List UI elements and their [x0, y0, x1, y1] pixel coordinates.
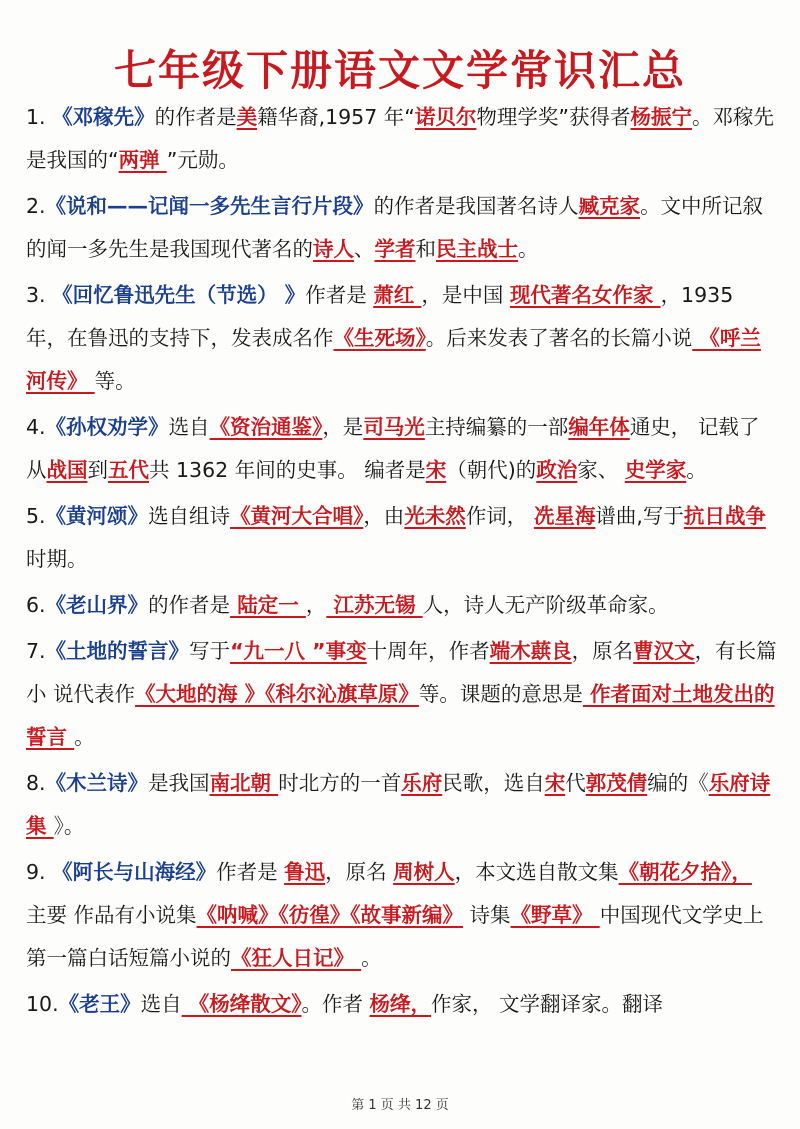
document-body — [26, 96, 778, 1026]
body-text: 。 — [361, 946, 382, 970]
body-text: 选自组诗 — [148, 504, 231, 528]
body-text: ，原名 — [571, 639, 634, 663]
body-text: 十周年，作者 — [366, 639, 490, 663]
body-text: 的作者是 — [148, 593, 231, 617]
answer-text: 《狂人日记》 — [231, 946, 362, 970]
body-text: 中国现代文学史上第一篇白话短篇小说的 — [26, 903, 764, 970]
body-text: 3. — [26, 283, 53, 307]
body-text: 物理学奖”获得者 — [476, 105, 631, 129]
answer-text: 光未然 — [404, 504, 466, 528]
body-text: 。文中所记叙的闻一多先生是我国现代著名的 — [26, 194, 764, 261]
book-title: 《木兰诗》 — [45, 771, 149, 795]
answer-text: 江苏无锡 — [326, 593, 423, 617]
body-text: 的作者是我国著名诗人 — [373, 194, 579, 218]
answer-text: 抗日战争 — [683, 504, 766, 528]
body-text: ， — [305, 593, 327, 617]
list-item — [26, 630, 778, 759]
answer-text: 乐府 — [401, 771, 443, 795]
book-title: 《孙权劝学》 — [45, 415, 169, 439]
body-text: 谱曲,写于 — [595, 504, 684, 528]
list-item — [26, 96, 778, 182]
body-text: 。邓稼先是我国的“ — [26, 105, 775, 172]
answer-text: 诺贝尔 — [414, 105, 477, 129]
body-text: 等。课题的意思是 — [418, 682, 583, 706]
list-item — [26, 185, 778, 271]
answer-text: 曹汉文 — [633, 639, 695, 663]
answer-text: 《生死场》 — [333, 326, 426, 350]
list-item — [26, 983, 778, 1026]
body-text: 。 — [518, 237, 539, 261]
page-title: 七年级下册语文文学常识汇总 — [113, 46, 686, 95]
book-title: 《土地的誓言》 — [45, 639, 190, 663]
body-text: 等。 — [94, 369, 136, 393]
answer-text: 民主战士 — [436, 237, 518, 261]
body-text: 编的《 — [647, 771, 709, 795]
body-text: 10. — [26, 992, 59, 1016]
body-text: 1. — [26, 105, 53, 129]
body-text: ，是 — [322, 415, 364, 439]
body-text: 作词， — [465, 504, 534, 528]
answer-text: 《杨绛散文》 — [181, 992, 302, 1016]
book-title: 《阿长与山海经》 — [52, 860, 217, 884]
book-title: 《回忆鲁迅先生（节选） 》 — [52, 283, 306, 307]
answer-text: 萧红 — [373, 283, 422, 307]
answer-text: “九一八 ”事变 — [230, 639, 367, 663]
answer-text: 《大地的海 》《科尔沁旗草原》 — [135, 682, 419, 706]
answer-text: 司马光 — [363, 415, 425, 439]
answer-text: 史学家 — [624, 458, 687, 482]
body-text: 的作者是 — [154, 105, 237, 129]
list-item — [26, 274, 778, 403]
body-text: 主要 作品有小说集 — [26, 903, 197, 927]
answer-text: 郭茂倩 — [585, 771, 648, 795]
answer-text: 《朝花夕拾》， — [618, 860, 752, 884]
body-text: 籍华裔,1957 年“ — [257, 105, 415, 129]
answer-text: 南北朝 — [209, 771, 279, 795]
answer-text: 战国 — [46, 458, 88, 482]
answer-text: 作者面对土地发出的誓言 — [26, 682, 775, 749]
book-title: 《老王》 — [58, 992, 141, 1016]
answer-text: 政治 — [536, 458, 578, 482]
body-text: 4. — [26, 415, 46, 439]
body-text: 人，诗人无产阶级革命家。 — [422, 593, 669, 617]
answer-text: 《黄河大合唱》 — [230, 504, 364, 528]
body-text: 9. — [26, 860, 53, 884]
answer-text: 冼星海 — [533, 504, 596, 528]
answer-text: 美 — [236, 105, 258, 129]
body-text: 民歌，选自 — [442, 771, 545, 795]
body-text: 家、 — [577, 458, 625, 482]
list-item — [26, 762, 778, 848]
body-text: ，原名 — [325, 860, 394, 884]
body-text: 时北方的一首 — [278, 771, 402, 795]
body-text: 2. — [26, 194, 46, 218]
book-title: 《说和——记闻一多先生言行片段》 — [45, 194, 374, 218]
answer-text: 乐府诗集 — [26, 771, 771, 838]
body-text: 共 1362 年间的史事。 编者是 — [149, 458, 426, 482]
answer-text: 端木蕻良 — [489, 639, 572, 663]
body-text: 8. — [26, 771, 46, 795]
answer-text: 陆定一 — [230, 593, 306, 617]
body-text: 选自 — [140, 992, 182, 1016]
body-text: 。作者 — [301, 992, 370, 1016]
body-text: ，本文选自散文集 — [454, 860, 619, 884]
body-text: ，1935 年，在鲁迅的支持下，发表成名作 — [26, 283, 734, 350]
body-text: 选自 — [168, 415, 210, 439]
list-item — [26, 406, 778, 492]
body-text: ”元勋。 — [166, 148, 239, 172]
answer-text: 学者 — [374, 237, 416, 261]
answer-text: 《野草》 — [510, 903, 600, 927]
body-text: 6. — [26, 593, 46, 617]
answer-text: 诗人 — [313, 237, 354, 261]
list-item — [26, 495, 778, 581]
answer-text: 编年体 — [568, 415, 630, 439]
body-text: 。后来发表了著名的长篇小说 — [425, 326, 693, 350]
body-text: 5. — [26, 504, 46, 528]
body-text: 作家， 文学翻译家。翻译 — [431, 992, 664, 1016]
body-text: 作者是 — [216, 860, 285, 884]
answer-text: 现代著名女作家 — [509, 283, 661, 307]
page-footer: 第 1 页 共 12 页 — [351, 1098, 449, 1113]
body-text: 时期。 — [26, 547, 88, 571]
body-text: 作者是 — [305, 283, 374, 307]
list-item — [26, 584, 778, 627]
body-text: 。 — [686, 458, 707, 482]
body-text: 和 — [415, 237, 436, 261]
body-text: 7. — [26, 639, 46, 663]
body-text: ，是中国 — [421, 283, 510, 307]
answer-text: 五代 — [108, 458, 149, 482]
body-text: ，由 — [363, 504, 405, 528]
answer-text: 周树人 — [393, 860, 455, 884]
body-text: （朝代)的 — [446, 458, 537, 482]
answer-text: 臧克家 — [578, 194, 641, 218]
answer-text: 两弹 — [118, 148, 167, 172]
body-text: 诗集 — [463, 903, 511, 927]
answer-text: 《呐喊》《彷徨》《故事新编》 — [196, 903, 464, 927]
list-item — [26, 851, 778, 980]
answer-text: 《资治通鉴》 — [209, 415, 323, 439]
answer-text: 宋 — [544, 771, 566, 795]
answer-text: 《呼兰河传》 — [26, 326, 761, 393]
body-text: 写于 — [189, 639, 231, 663]
answer-text: 鲁迅 — [284, 860, 326, 884]
body-text: 。 — [74, 725, 95, 749]
body-text: ，有长篇小 说代表作 — [26, 639, 777, 706]
body-text: 》。 — [53, 814, 85, 838]
body-text: 、 — [354, 237, 375, 261]
answer-text: 杨绛， — [369, 992, 432, 1016]
body-text: 主持编纂的一部 — [424, 415, 569, 439]
book-title: 《老山界》 — [45, 593, 149, 617]
answer-text: 宋 — [425, 458, 447, 482]
book-title: 《黄河颂》 — [45, 504, 149, 528]
book-title: 《邓稼先》 — [52, 105, 155, 129]
answer-text: 杨振宁 — [630, 105, 693, 129]
body-text: 是我国 — [148, 771, 210, 795]
body-text: 代 — [565, 771, 586, 795]
body-text: 到 — [87, 458, 108, 482]
body-text: 通史， 记载了从 — [26, 415, 760, 482]
